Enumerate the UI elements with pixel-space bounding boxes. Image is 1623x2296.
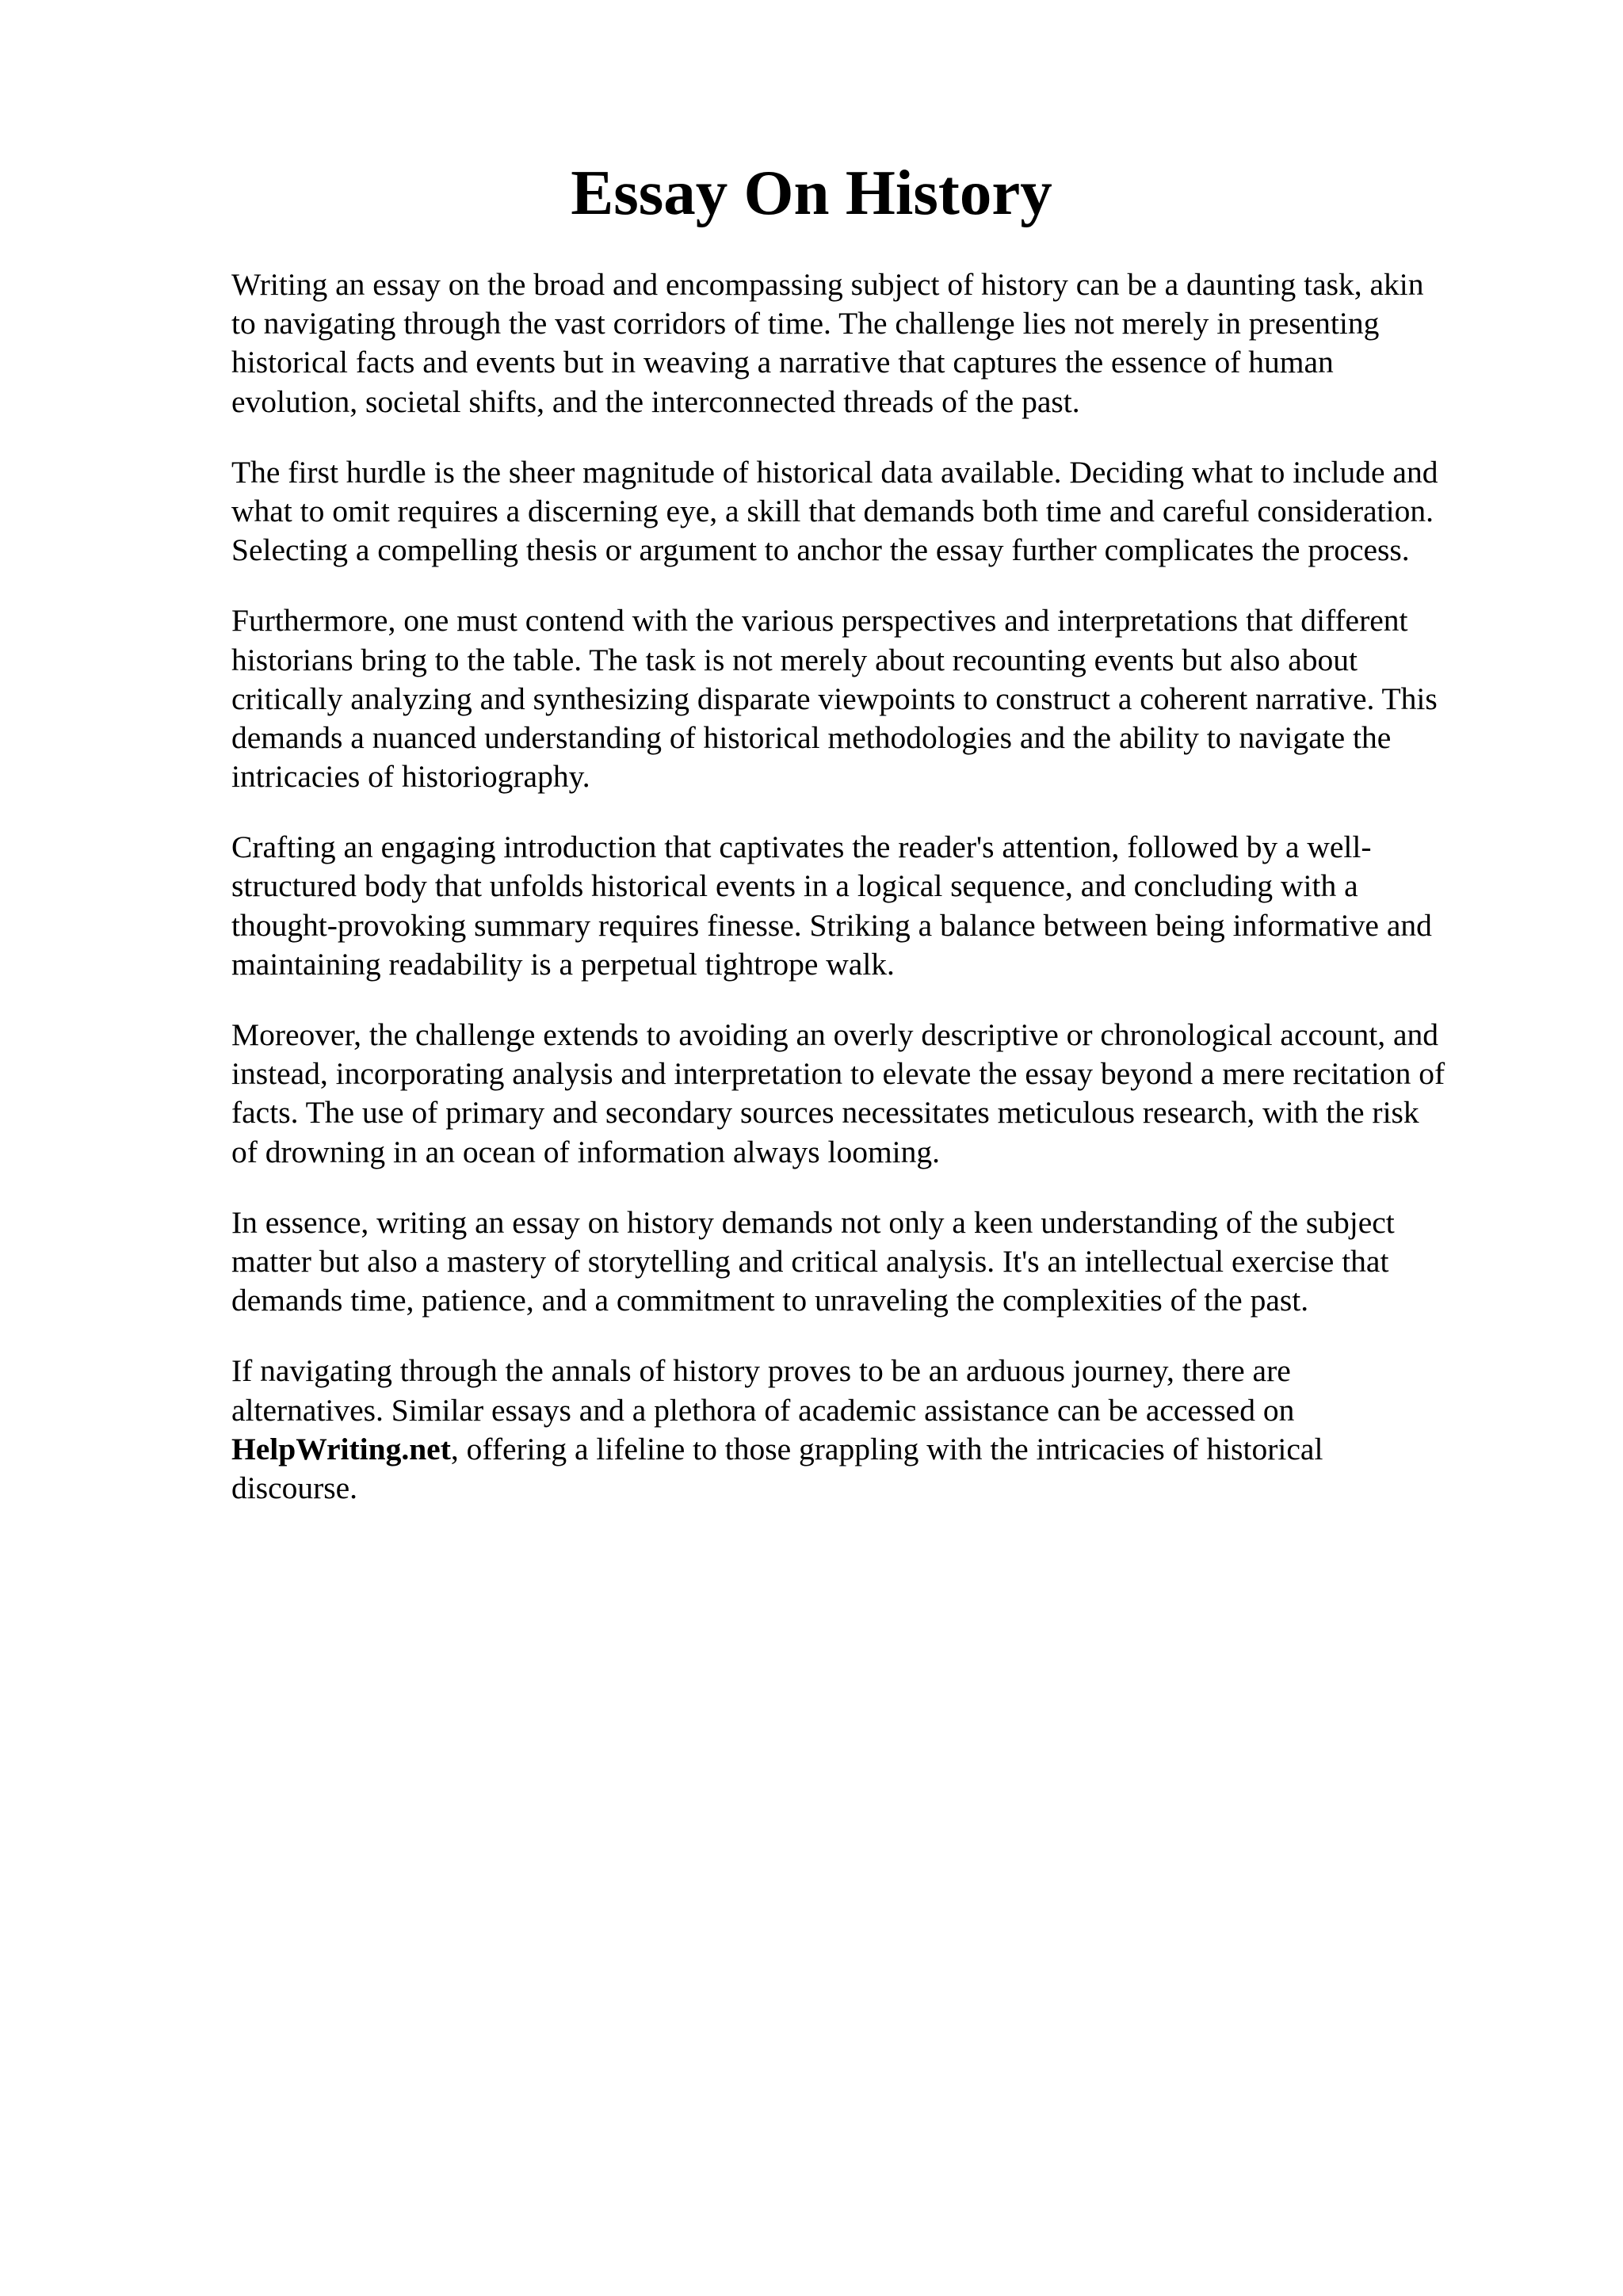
text-line: structured body that unfolds historical events in a logical sequence, and concluding with a: [231, 868, 1358, 904]
text-line: Crafting an engaging introduction that captivates the reader's attention, followed by a well-: [231, 830, 1372, 865]
text-line: to navigating through the vast corridors of time. The challenge lies not merely in presenting: [231, 306, 1380, 341]
text-line: Furthermore, one must contend with the various perspectives and interpretations that different: [231, 603, 1408, 639]
text-line: demands a nuanced understanding of historical methodologies and the ability to navigate the: [231, 719, 1392, 755]
page-title: Essay On History: [571, 157, 1052, 228]
text-line: In essence, writing an essay on history demands not only a keen understanding of the subject: [231, 1204, 1395, 1240]
paragraph: [231, 601, 1515, 796]
text-line: intricacies of historiography.: [231, 759, 590, 795]
text-line: of drowning in an ocean of information always looming.: [231, 1134, 941, 1169]
text-line: Selecting a compelling thesis or argument to anchor the essay further complicates the process.: [231, 532, 1410, 568]
text-line: [231, 1430, 1515, 1469]
paragraph: [231, 453, 1515, 570]
text-line: facts. The use of primary and secondary sources necessitates meticulous research, with the risk: [231, 1095, 1419, 1131]
text-line: Writing an essay on the broad and encompassing subject of history can be a daunting task, akin: [231, 267, 1424, 302]
text-line: If navigating through the annals of history proves to be an arduous journey, there are: [231, 1353, 1291, 1389]
text-line: discourse.: [231, 1470, 358, 1505]
text-line: demands time, patience, and a commitment to unraveling the complexities of the past.: [231, 1283, 1309, 1318]
final-paragraph: [231, 1352, 1515, 1508]
text-line: evolution, societal shifts, and the interconnected threads of the past.: [231, 383, 1080, 419]
text-line: instead, incorporating analysis and interpretation to elevate the essay beyond a mere recitation of: [231, 1056, 1445, 1092]
text-line: what to omit requires a discerning eye, a skill that demands both time and careful consideration.: [231, 493, 1434, 528]
text-line: critically analyzing and synthesizing disparate viewpoints to construct a coherent narrative. This: [231, 681, 1438, 716]
paragraph: [231, 265, 1515, 421]
helpwriting-link[interactable]: HelpWriting.net: [231, 1431, 451, 1466]
text-line: alternatives. Similar essays and a plethora of academic assistance can be accessed on: [231, 1392, 1295, 1428]
paragraph: [231, 828, 1515, 984]
paragraph: [231, 1203, 1515, 1321]
essay-body: [231, 265, 1515, 1539]
paragraph: [231, 1016, 1515, 1172]
text-fragment: , offering a lifeline to those grappling with the intricacies of historical: [450, 1431, 1323, 1466]
text-line: maintaining readability is a perpetual tightrope walk.: [231, 946, 895, 982]
text-line: Moreover, the challenge extends to avoiding an overly descriptive or chronological account, and: [231, 1017, 1439, 1052]
text-line: matter but also a mastery of storytelling and critical analysis. It's an intellectual exercise that: [231, 1243, 1389, 1279]
text-line: historical facts and events but in weaving a narrative that captures the essence of human: [231, 345, 1334, 380]
text-line: thought-provoking summary requires finesse. Striking a balance between being informative and: [231, 907, 1432, 943]
text-line: The first hurdle is the sheer magnitude of historical data available. Deciding what to include and: [231, 454, 1438, 490]
text-line: historians bring to the table. The task is not merely about recounting events but also about: [231, 642, 1358, 677]
